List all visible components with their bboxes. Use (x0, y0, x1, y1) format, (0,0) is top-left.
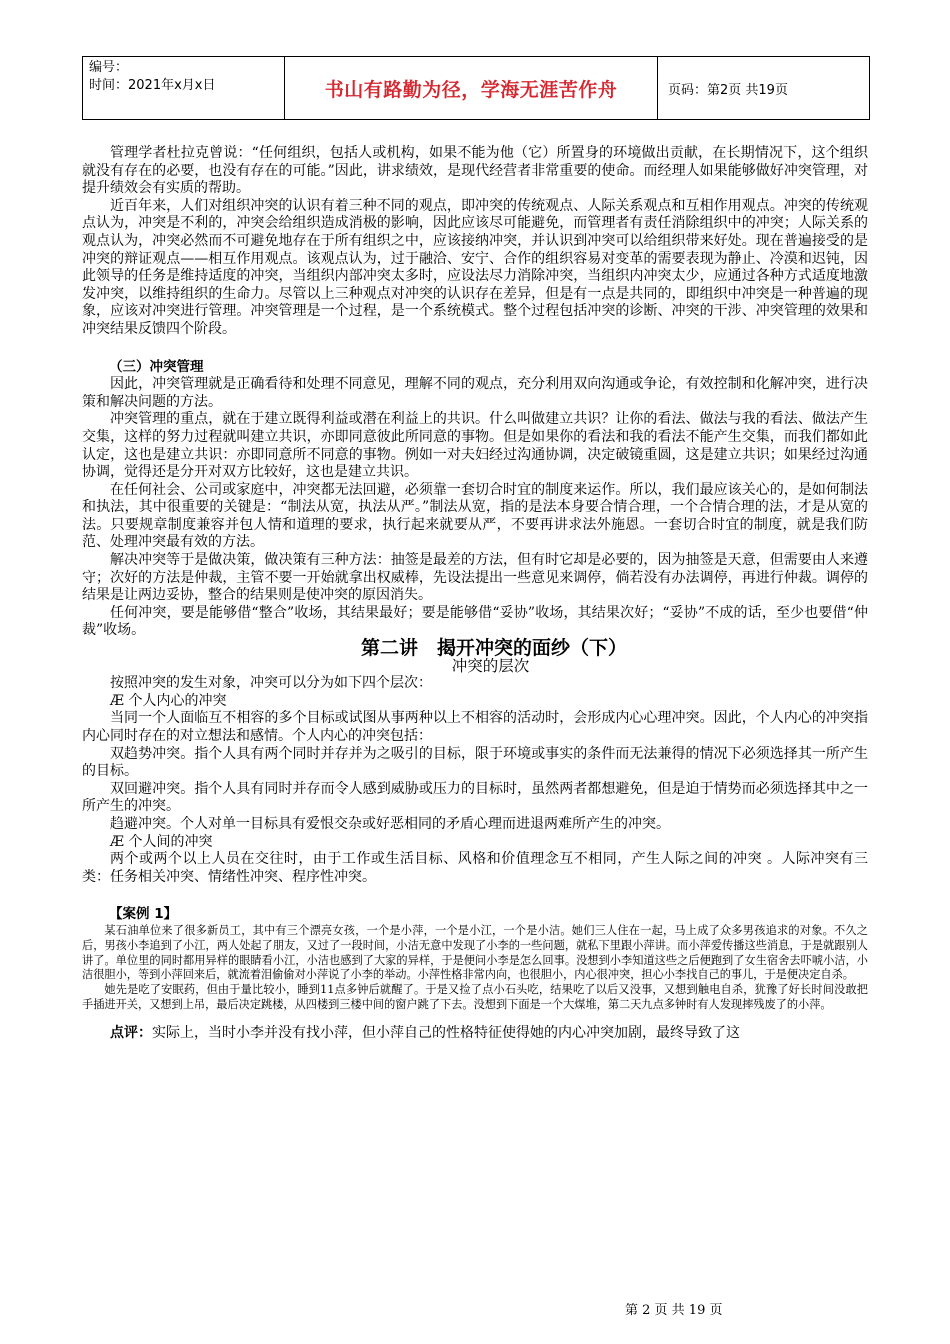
serial-label: 编号： (89, 60, 129, 75)
section-subheading: （三）冲突管理 (109, 358, 204, 375)
case-text (82, 924, 868, 1013)
paragraph: 趋避冲突。个人对单一目标具有爱恨交杂或好恶相同的矛盾心理而进退两难所产生的冲突。 (110, 815, 670, 832)
case-paragraph: 她先是吃了安眠药，但由于量比较小，睡到11点多钟后就醒了。于是又捡了点小石头吃，结果吃了以后又没事，又想到触电自杀，犹豫了好长时间没敢把手插进开关，又想到上吊，最后决定跳楼，从四楼到三楼中间的窗户跳了下去。没想到下面是一个大煤堆，第二天九点多钟时有人发现摔残废了的小萍。 (82, 983, 868, 1011)
comment-text: 实际上，当时小李并没有找小萍，但小萍自己的性格特征使得她的内心冲突加剧，最终导致了这 (152, 1024, 740, 1041)
section-title: 冲突的层次 (451, 656, 530, 675)
comment (82, 1025, 868, 1043)
paragraph: 按照冲突的发生对象，冲突可以分为如下四个层次： (110, 675, 432, 692)
lecture-title: 第二讲 揭开冲突的面纱（下） (360, 637, 627, 660)
paragraph: 当同一个人面临互不相容的多个目标或试图从事两种以上不相容的活动时，会形成内心心理冲突。因此，个人内心的冲突指内心同时存在的对立想法和感情。个人内心的冲突包括： (82, 710, 868, 744)
case-paragraph: 某石油单位来了很多新员工，其中有三个漂亮女孩，一个是小萍，一个是小江，一个是小洁。她们三人住在一起，马上成了众多男孩追求的对象。不久之后，男孩小李追到了小江，两人处起了朋友，又过了一段时间，小洁无意中发现了小李的一些问题，就私下里跟小萍讲。而小萍爱传播这些消息，于是就跟别人讲了。单位里的同时都用异样的眼睛看小江，小洁也感到了大家的异样，于是便问小李是怎么回事。没想到小李知道这些之后便跑到了女生宿舍去吓唬小洁，小洁很胆小，等到小萍回来后，就流着泪偷偷对小萍说了小李的举动。小萍性格非常内向，也很胆小，内心很冲突，担心小李找自己的事儿，于是便决定自杀。 (82, 923, 868, 982)
page-footer: 第 2 页 共 19 页 (625, 1303, 723, 1318)
paragraph: 双趋势冲突。指个人具有两个同时并存并为之吸引的目标，限于环境或事实的条件而无法兼得的情况下必须选择其一所产生的目标。 (82, 745, 868, 780)
page-header (82, 56, 870, 120)
list-heading: Æ 个人内心的冲突 (110, 692, 227, 709)
paragraph: 近百年来，人们对组织冲突的认识有着三种不同的观点，即冲突的传统观点、人际关系观点和互相作用观点。冲突的传统观点认为，冲突是不利的，冲突会给组织造成消极的影响，因此应该尽可能避免，而管理者有责任消除组织中的冲突；人际关系的观点认为，冲突必然而不可避免地存在于所有组织之中，应该接纳冲突，并认识到冲突可以给组织带来好处。现在普遍接受的是冲突的辩证观点——相互作用观点。该观点认为，过于融洽、安宁、合作的组织容易对变革的需要表现为静止、冷漠和迟钝，因此领导的任务是维持适度的冲突，当组织内部冲突太多时，应设法尽力消除冲突，当组织内冲突太少，应通过各种方式适度地激发冲突，以维持组织的生命力。尽管以上三种观点对冲突的认识存在差异，但是有一点是共同的，即组织中冲突是一种普遍的现象，应该对冲突进行管理。冲突管理是一个过程，是一个系统模式。整个过程包括冲突的诊断、冲突的干涉、冲突管理的效果和冲突结果反馈四个阶段。 (82, 197, 868, 337)
paragraph: 任何冲突，要是能够借“整合”收场，其结果最好；要是能够借“妥协”收场，其结果次好；“妥协”不成的话，至少也要借“仲裁”收场。 (82, 604, 868, 639)
time-label: 时间：2021年x月x日 (89, 78, 216, 93)
paragraph: 双回避冲突。指个人具有同时并存而令人感到威胁或压力的目标时，虽然两者都想避免，但是迫于情势而必须选择其中之一所产生的冲突。 (82, 780, 868, 815)
paragraph: 两个或两个以上人员在交往时，由于工作或生活目标、风格和价值理念互不相同，产生人际之间的冲突 。人际冲突有三类：任务相关冲突、情绪性冲突、程序性冲突。 (82, 851, 868, 885)
header-page-info: 页码：第2页 共19页 (668, 82, 788, 98)
paragraph: 冲突管理的重点，就在于建立既得利益或潜在利益上的共识。什么叫做建立共识？让你的看法、做法与我的看法、做法产生交集，这样的努力过程就叫建立共识，亦即同意彼此所同意的事物。但是如果你的看法和我的看法不能产生交集，而我们都如此认定，这也是建立共识：亦即同意所不同意的事物。例如一对夫妇经过沟通协调，决定破镜重圆，这是建立共识；如果经过沟通协调，觉得还是分开对双方比较好，这也是建立共识。 (82, 411, 868, 481)
case-title: 【案例 1】 (109, 906, 178, 923)
paragraph: 在任何社会、公司或家庭中，冲突都无法回避，必须靠一套切合时宜的制度来运作。所以，我们最应该关心的，是如何制法和执法，其中很重要的关键是：“制法从宽，执法从严。”制法从宽，指的是法本身要合情合理，一个合情合理的法，才是从宽的法。只要规章制度兼容并包人情和道理的要求，执行起来就要从严，不要再讲求法外施恩。一套切合时宜的制度，就是我们防范、处理冲突最有效的方法。 (82, 481, 868, 551)
comment-label: 点评： (110, 1024, 152, 1041)
paragraph: 解决冲突等于是做决策，做决策有三种方法：抽签是最差的方法，但有时它却是必要的，因为抽签是天意，但需要由人来遵守；次好的方法是仲裁，主管不要一开始就拿出权威棒，先设法提出一些意见来调停，倘若没有办法调停，再进行仲裁。调停的结果是让两边妥协，整合的结果则是使冲突的原因消失。 (82, 552, 868, 604)
paragraph: 管理学者杜拉克曾说：“任何组织，包括人或机构，如果不能为他（它）所置身的环境做出贡献，在长期情况下，这个组织就没有存在的必要，也没有存在的可能。”因此，讲求绩效，是现代经营者非常重要的使命。而经理人如果能够做好冲突管理，对提升绩效会有实质的帮助。 (82, 145, 868, 197)
list-heading: Æ 个人间的冲突 (110, 833, 213, 850)
document-body (82, 145, 868, 1042)
header-motto: 书山有路勤为径，学海无涯苦作舟 (285, 57, 658, 119)
header-meta (83, 57, 285, 119)
paragraph: 因此，冲突管理就是正确看待和处理不同意见，理解不同的观点，充分利用双向沟通或争论，有效控制和化解冲突，进行决策和解决问题的方法。 (82, 376, 868, 410)
